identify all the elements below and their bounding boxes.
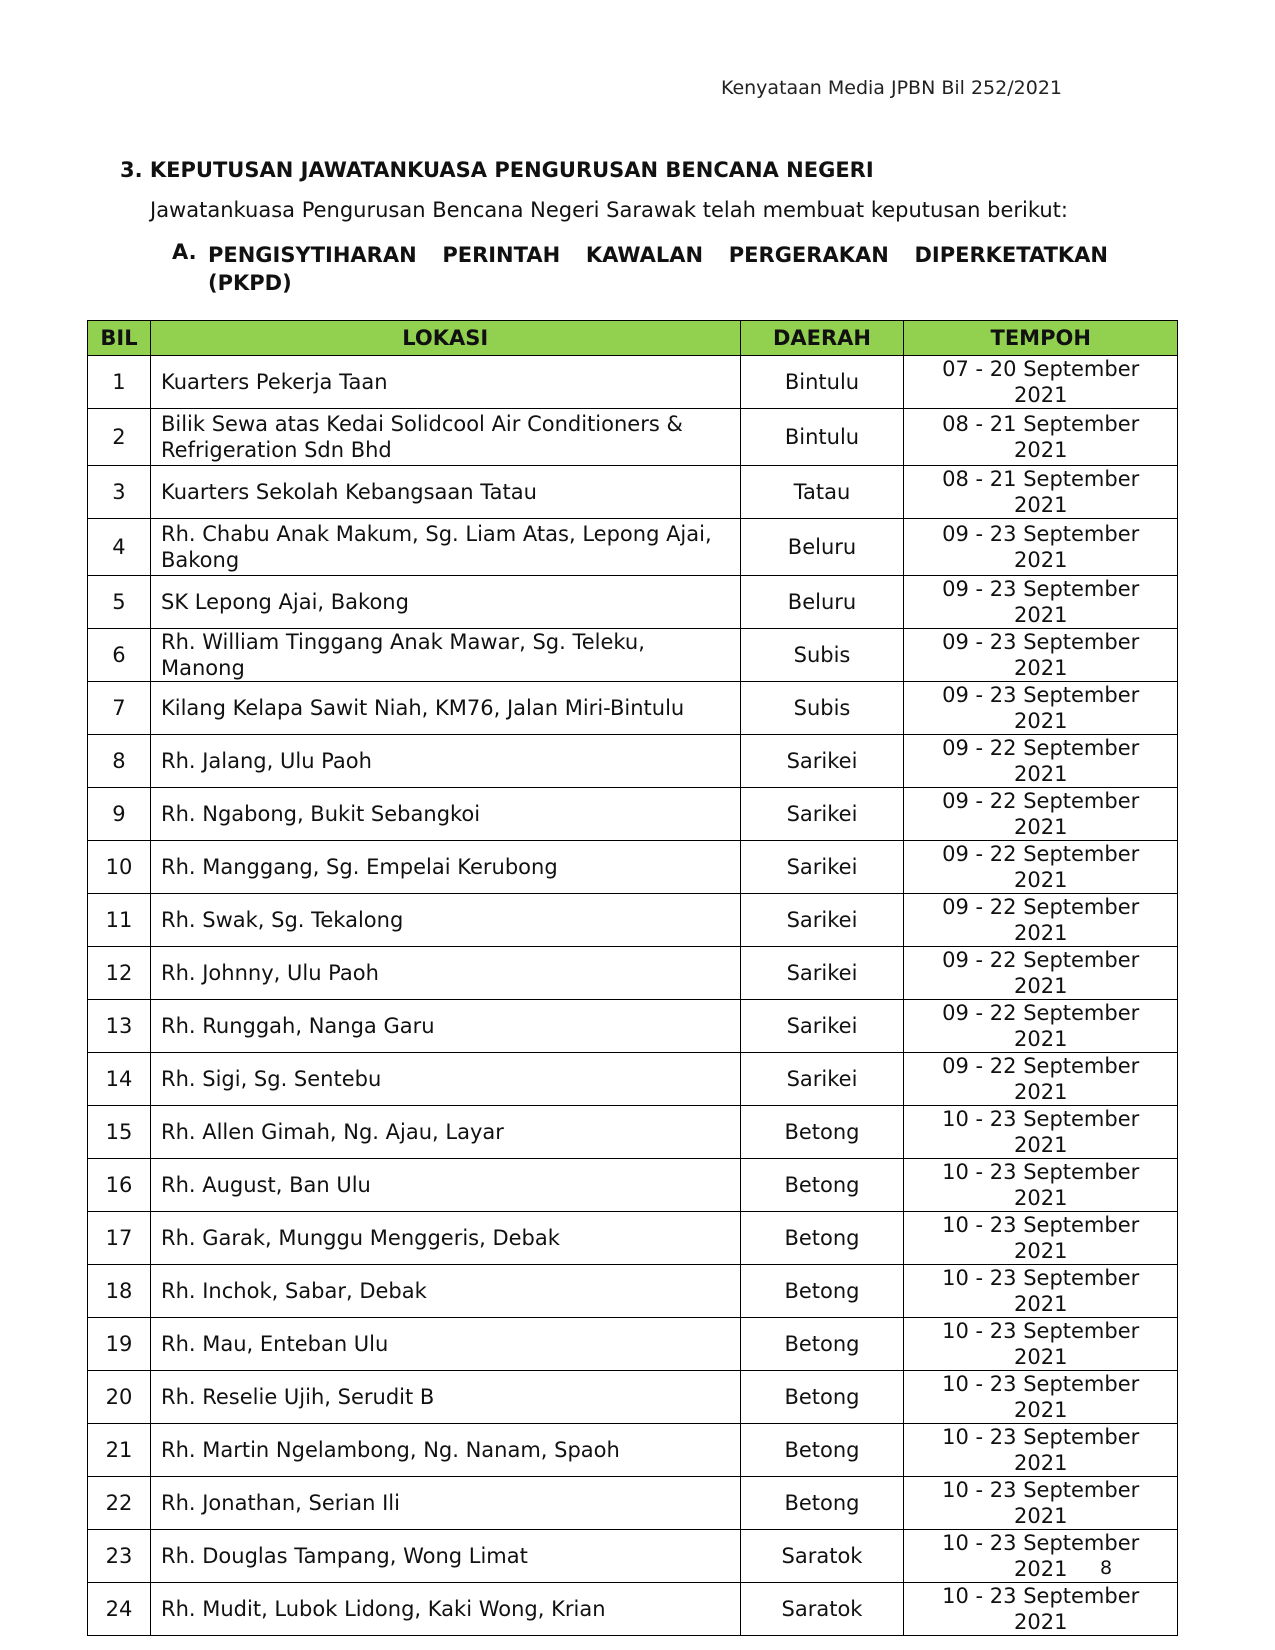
cell-lokasi: Rh. Swak, Sg. Tekalong [150, 894, 740, 947]
cell-bil: 1 [88, 356, 151, 409]
cell-bil: 6 [88, 629, 151, 682]
cell-tempoh: 10 - 23 September 2021 [904, 1583, 1178, 1636]
cell-tempoh: 10 - 23 September 2021 [904, 1318, 1178, 1371]
cell-lokasi: Rh. Manggang, Sg. Empelai Kerubong [150, 841, 740, 894]
cell-lokasi: Bilik Sewa atas Kedai Solidcool Air Conditioners & Refrigeration Sdn Bhd [150, 409, 740, 466]
table-row [88, 519, 1178, 576]
cell-lokasi: Rh. Reselie Ujih, Serudit B [150, 1371, 740, 1424]
cell-daerah: Bintulu [740, 409, 904, 466]
cell-daerah: Sarikei [740, 1000, 904, 1053]
cell-daerah: Sarikei [740, 894, 904, 947]
cell-tempoh: 10 - 23 September 2021 [904, 1265, 1178, 1318]
cell-tempoh: 09 - 23 September 2021 [904, 682, 1178, 735]
cell-daerah: Betong [740, 1106, 904, 1159]
cell-tempoh: 09 - 22 September 2021 [904, 1000, 1178, 1053]
table-row [88, 466, 1178, 519]
cell-bil: 21 [88, 1424, 151, 1477]
cell-bil: 20 [88, 1371, 151, 1424]
subsection-letter: A. [172, 240, 197, 264]
table-row [88, 841, 1178, 894]
cell-tempoh: 10 - 23 September 2021 [904, 1371, 1178, 1424]
cell-lokasi: Rh. William Tinggang Anak Mawar, Sg. Teleku, Manong [150, 629, 740, 682]
table-row [88, 1424, 1178, 1477]
cell-bil: 22 [88, 1477, 151, 1530]
cell-daerah: Sarikei [740, 788, 904, 841]
cell-daerah: Beluru [740, 576, 904, 629]
cell-bil: 2 [88, 409, 151, 466]
cell-bil: 4 [88, 519, 151, 576]
cell-lokasi: Rh. Allen Gimah, Ng. Ajau, Layar [150, 1106, 740, 1159]
cell-lokasi: Rh. Ngabong, Bukit Sebangkoi [150, 788, 740, 841]
cell-lokasi: Rh. Sigi, Sg. Sentebu [150, 1053, 740, 1106]
cell-tempoh: 09 - 22 September 2021 [904, 788, 1178, 841]
cell-daerah: Betong [740, 1477, 904, 1530]
cell-daerah: Saratok [740, 1530, 904, 1583]
cell-bil: 9 [88, 788, 151, 841]
section-intro: Jawatankuasa Pengurusan Bencana Negeri Sarawak telah membuat keputusan berikut: [150, 198, 1068, 222]
cell-tempoh: 09 - 23 September 2021 [904, 519, 1178, 576]
cell-lokasi: Kilang Kelapa Sawit Niah, KM76, Jalan Miri-Bintulu [150, 682, 740, 735]
table-row [88, 1265, 1178, 1318]
table-row [88, 1212, 1178, 1265]
cell-tempoh: 09 - 23 September 2021 [904, 576, 1178, 629]
cell-daerah: Beluru [740, 519, 904, 576]
table-row [88, 894, 1178, 947]
cell-bil: 15 [88, 1106, 151, 1159]
cell-tempoh: 10 - 23 September 2021 [904, 1424, 1178, 1477]
table-row [88, 1000, 1178, 1053]
cell-bil: 7 [88, 682, 151, 735]
table-row [88, 409, 1178, 466]
cell-bil: 12 [88, 947, 151, 1000]
table-row [88, 1583, 1178, 1636]
table-row [88, 356, 1178, 409]
cell-lokasi: Rh. Jonathan, Serian Ili [150, 1477, 740, 1530]
cell-bil: 19 [88, 1318, 151, 1371]
cell-lokasi: Rh. Douglas Tampang, Wong Limat [150, 1530, 740, 1583]
cell-bil: 10 [88, 841, 151, 894]
col-header-daerah: DAERAH [740, 321, 904, 356]
cell-bil: 5 [88, 576, 151, 629]
cell-tempoh: 09 - 23 September 2021 [904, 629, 1178, 682]
table-row [88, 1530, 1178, 1583]
col-header-tempoh: TEMPOH [904, 321, 1178, 356]
cell-lokasi: SK Lepong Ajai, Bakong [150, 576, 740, 629]
cell-daerah: Betong [740, 1212, 904, 1265]
subsection-heading [172, 240, 1108, 271]
subsection-title-line1: PENGISYTIHARAN PERINTAH KAWALAN PERGERAKAN DIPERKETATKAN [208, 243, 1108, 267]
section-title: 3. KEPUTUSAN JAWATANKUASA PENGURUSAN BENCANA NEGERI [120, 158, 874, 182]
cell-lokasi: Rh. Chabu Anak Makum, Sg. Liam Atas, Lepong Ajai, Bakong [150, 519, 740, 576]
table-row [88, 1477, 1178, 1530]
cell-daerah: Saratok [740, 1583, 904, 1636]
cell-tempoh: 07 - 20 September 2021 [904, 356, 1178, 409]
page-number: 8 [1100, 1557, 1113, 1579]
cell-daerah: Betong [740, 1318, 904, 1371]
table-row [88, 682, 1178, 735]
col-header-lokasi: LOKASI [150, 321, 740, 356]
table-row [88, 947, 1178, 1000]
cell-daerah: Betong [740, 1265, 904, 1318]
cell-bil: 16 [88, 1159, 151, 1212]
subsection-title-line2: (PKPD) [208, 271, 292, 295]
cell-daerah: Bintulu [740, 356, 904, 409]
cell-tempoh: 08 - 21 September 2021 [904, 409, 1178, 466]
cell-lokasi: Rh. Runggah, Nanga Garu [150, 1000, 740, 1053]
cell-daerah: Betong [740, 1371, 904, 1424]
cell-tempoh: 10 - 23 September 2021 [904, 1477, 1178, 1530]
cell-lokasi: Kuarters Sekolah Kebangsaan Tatau [150, 466, 740, 519]
document-reference: Kenyataan Media JPBN Bil 252/2021 [720, 77, 1062, 99]
cell-daerah: Betong [740, 1424, 904, 1477]
cell-tempoh: 10 - 23 September 2021 [904, 1530, 1178, 1583]
cell-bil: 23 [88, 1530, 151, 1583]
cell-lokasi: Rh. August, Ban Ulu [150, 1159, 740, 1212]
cell-tempoh: 10 - 23 September 2021 [904, 1159, 1178, 1212]
cell-lokasi: Rh. Martin Ngelambong, Ng. Nanam, Spaoh [150, 1424, 740, 1477]
table-row [88, 576, 1178, 629]
table-row [88, 1106, 1178, 1159]
cell-tempoh: 09 - 22 September 2021 [904, 841, 1178, 894]
table-row [88, 788, 1178, 841]
cell-daerah: Sarikei [740, 1053, 904, 1106]
cell-lokasi: Rh. Inchok, Sabar, Debak [150, 1265, 740, 1318]
table-row [88, 1053, 1178, 1106]
cell-daerah: Tatau [740, 466, 904, 519]
pkpd-table [87, 320, 1178, 1636]
table-row [88, 1371, 1178, 1424]
table-body [88, 356, 1178, 1636]
cell-bil: 17 [88, 1212, 151, 1265]
cell-daerah: Sarikei [740, 735, 904, 788]
cell-bil: 14 [88, 1053, 151, 1106]
cell-lokasi: Rh. Garak, Munggu Menggeris, Debak [150, 1212, 740, 1265]
cell-tempoh: 08 - 21 September 2021 [904, 466, 1178, 519]
cell-bil: 11 [88, 894, 151, 947]
cell-daerah: Sarikei [740, 841, 904, 894]
table-row [88, 1318, 1178, 1371]
cell-tempoh: 09 - 22 September 2021 [904, 894, 1178, 947]
cell-daerah: Sarikei [740, 947, 904, 1000]
table-row [88, 629, 1178, 682]
cell-lokasi: Kuarters Pekerja Taan [150, 356, 740, 409]
cell-lokasi: Rh. Johnny, Ulu Paoh [150, 947, 740, 1000]
cell-daerah: Subis [740, 682, 904, 735]
col-header-bil: BIL [88, 321, 151, 356]
cell-lokasi: Rh. Mau, Enteban Ulu [150, 1318, 740, 1371]
cell-daerah: Betong [740, 1159, 904, 1212]
cell-bil: 24 [88, 1583, 151, 1636]
cell-tempoh: 09 - 22 September 2021 [904, 735, 1178, 788]
cell-tempoh: 09 - 22 September 2021 [904, 1053, 1178, 1106]
cell-bil: 18 [88, 1265, 151, 1318]
cell-bil: 8 [88, 735, 151, 788]
cell-lokasi: Rh. Mudit, Lubok Lidong, Kaki Wong, Krian [150, 1583, 740, 1636]
table-header-row [88, 321, 1178, 356]
cell-daerah: Subis [740, 629, 904, 682]
cell-lokasi: Rh. Jalang, Ulu Paoh [150, 735, 740, 788]
cell-tempoh: 09 - 22 September 2021 [904, 947, 1178, 1000]
table-row [88, 1159, 1178, 1212]
cell-tempoh: 10 - 23 September 2021 [904, 1212, 1178, 1265]
table-row [88, 735, 1178, 788]
cell-tempoh: 10 - 23 September 2021 [904, 1106, 1178, 1159]
cell-bil: 3 [88, 466, 151, 519]
cell-bil: 13 [88, 1000, 151, 1053]
